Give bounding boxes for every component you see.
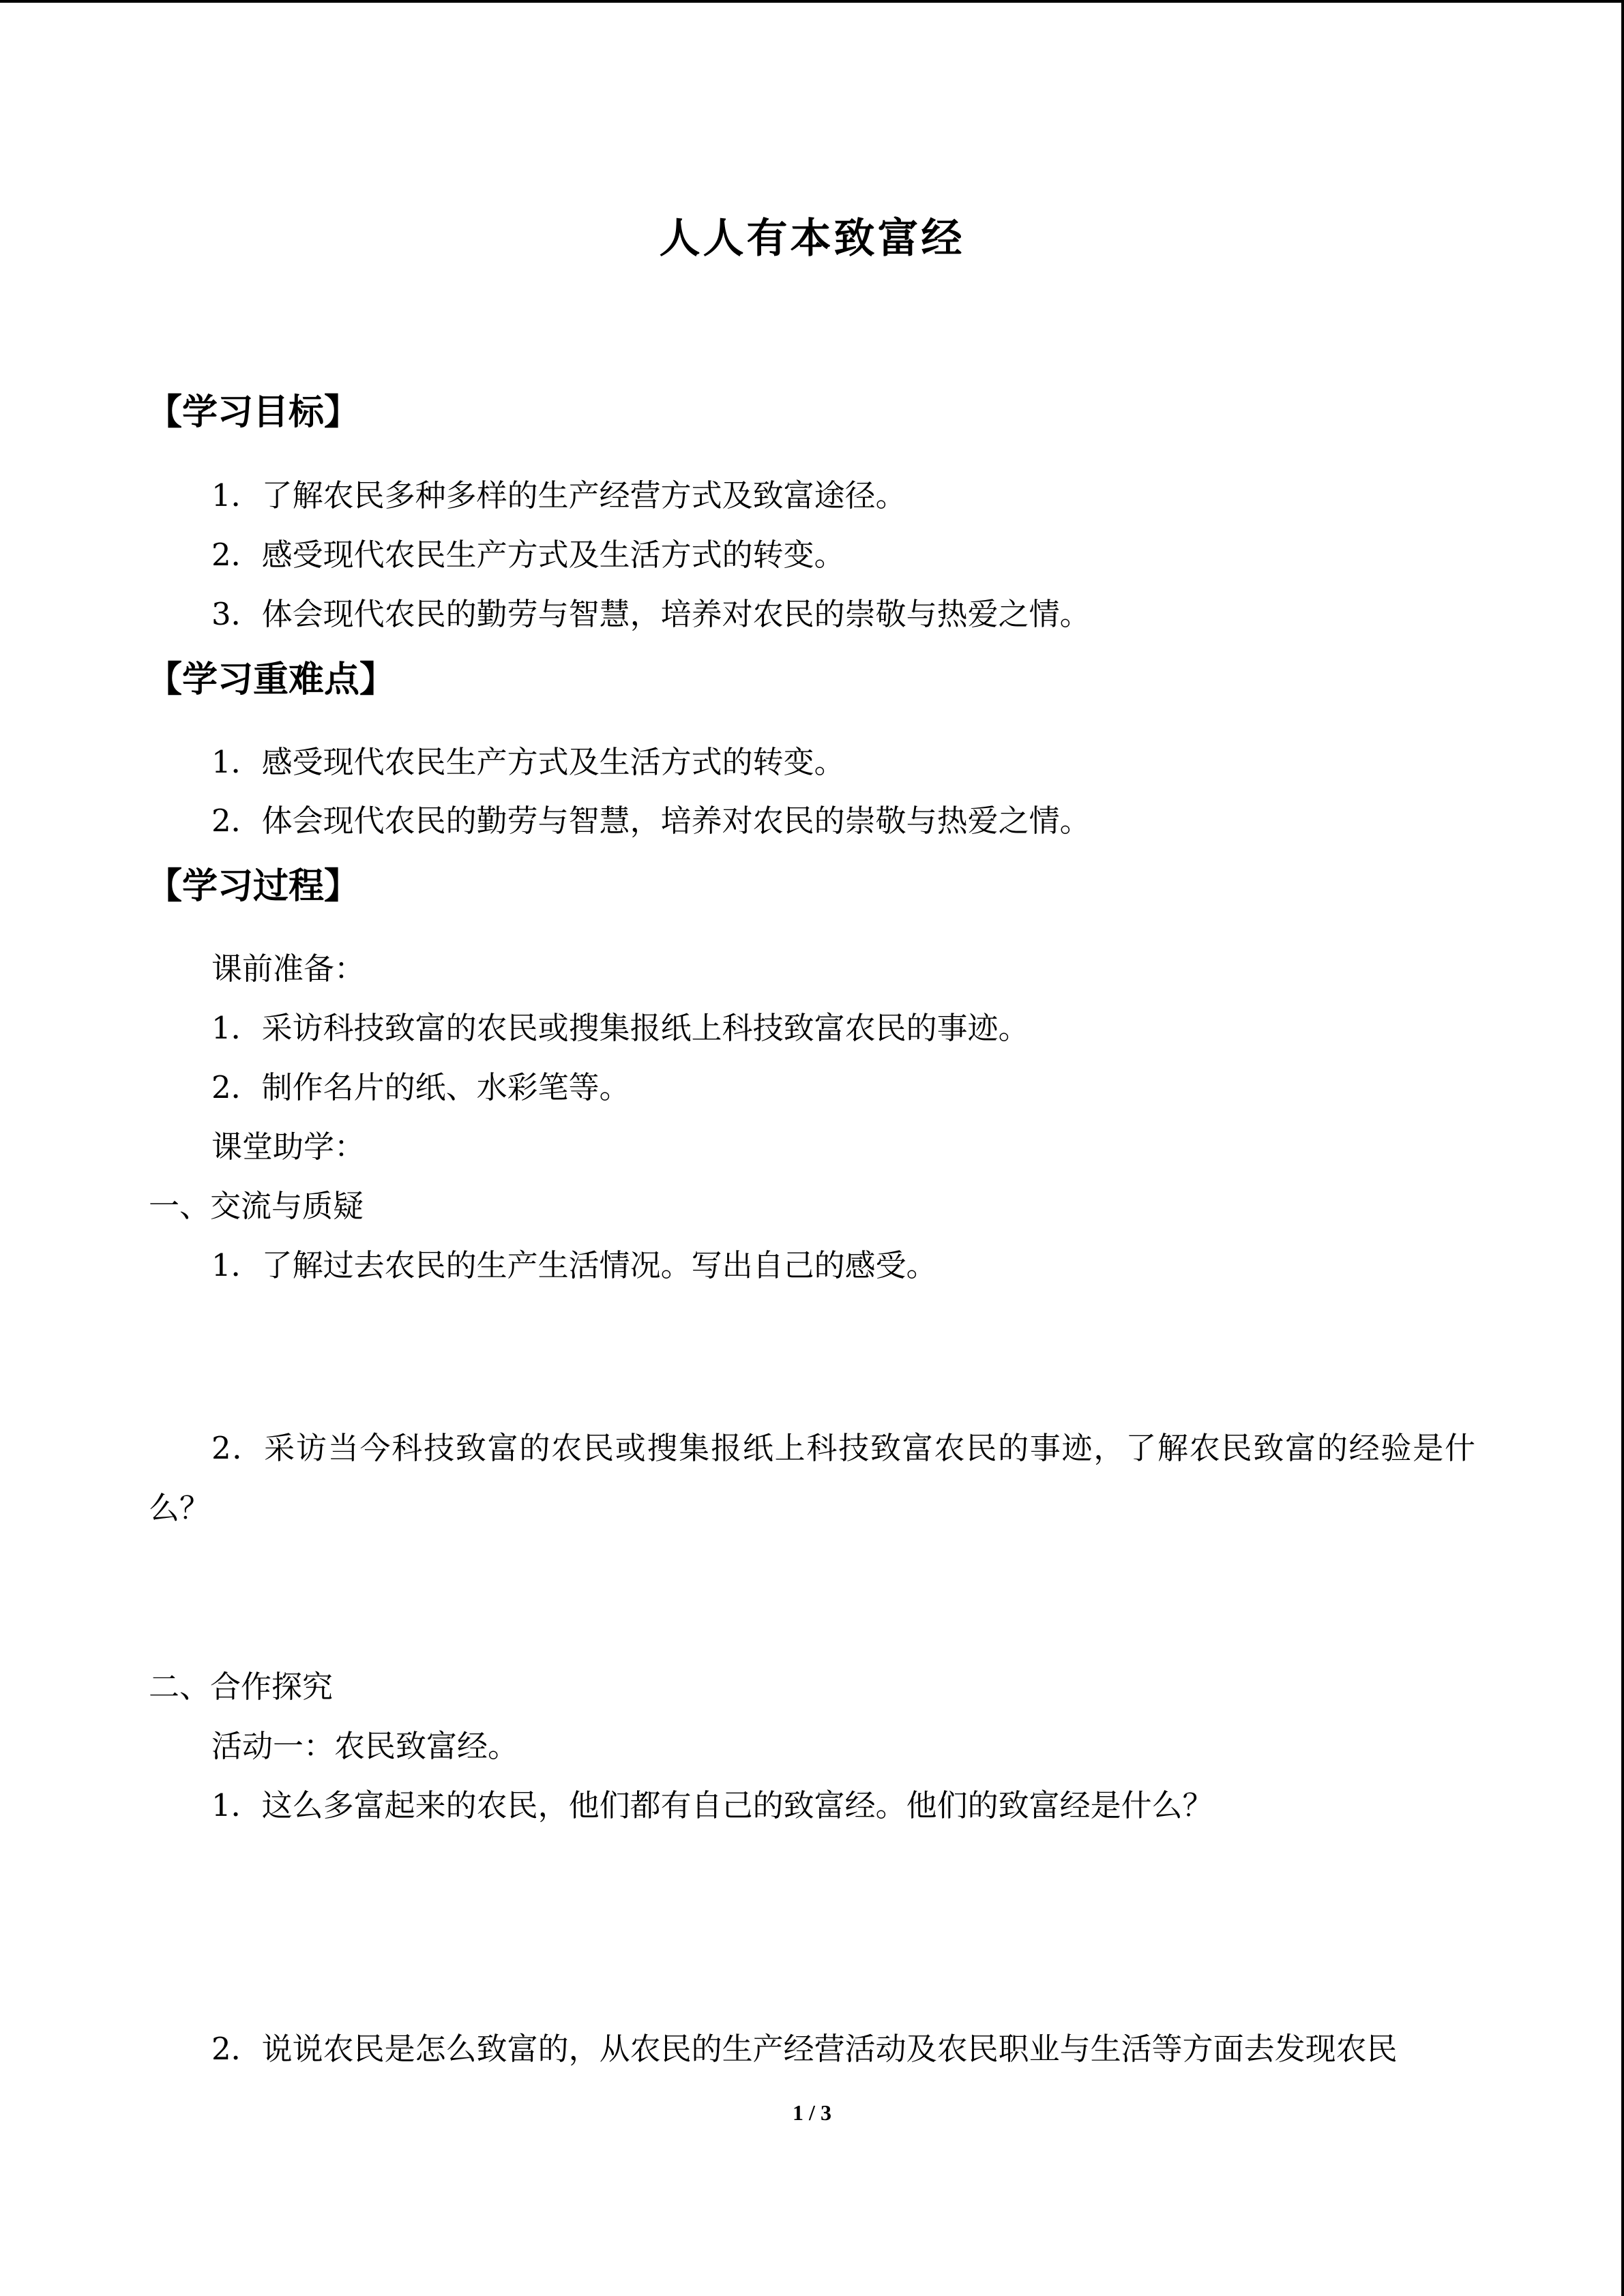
pre-class-item-1: 1．采访科技致富的农民或搜集报纸上科技致富农民的事迹。 <box>211 1010 1029 1046</box>
part1-question-1: 1．了解过去农民的生产生活情况。写出自己的感受。 <box>211 1247 937 1283</box>
part2-question-2: 2．说说农民是怎么致富的，从农民的生产经营活动及农民职业与生活等方面去发现农民 <box>211 2031 1398 2067</box>
key-point-item-1: 1．感受现代农民生产方式及生活方式的转变。 <box>211 744 845 780</box>
objective-item-1: 1．了解农民多种多样的生产经营方式及致富途径。 <box>211 477 906 513</box>
activity1-label: 活动一：农民致富经。 <box>211 1728 519 1764</box>
part2-question-1: 1．这么多富起来的农民，他们都有自己的致富经。他们的致富经是什么？ <box>211 1787 1213 1823</box>
pre-class-item-2: 2．制作名片的纸、水彩笔等。 <box>211 1069 630 1105</box>
part2-heading: 二、合作探究 <box>149 1669 334 1705</box>
in-class-label: 课堂助学： <box>211 1129 366 1165</box>
document-title: 人人有本致富经 <box>659 215 965 263</box>
objective-item-2: 2．感受现代农民生产方式及生活方式的转变。 <box>211 537 845 573</box>
key-points-heading: 【学习重难点】 <box>147 659 396 700</box>
process-heading: 【学习过程】 <box>147 866 360 907</box>
objectives-heading: 【学习目标】 <box>147 392 360 433</box>
objective-item-3: 3．体会现代农民的勤劳与智慧，培养对农民的崇敬与热爱之情。 <box>211 596 1091 632</box>
part1-heading: 一、交流与质疑 <box>149 1188 364 1224</box>
page-border-top <box>0 0 1624 3</box>
page-border-right <box>1621 0 1624 2296</box>
page-number: 1 / 3 <box>793 2100 831 2125</box>
pre-class-label: 课前准备： <box>211 951 366 987</box>
key-point-item-2: 2．体会现代农民的勤劳与智慧，培养对农民的崇敬与热爱之情。 <box>211 803 1091 839</box>
part1-question-2: 2．采访当今科技致富的农民或搜集报纸上科技致富农民的事迹，了解农民致富的经验是什么？ <box>149 1430 1475 1526</box>
